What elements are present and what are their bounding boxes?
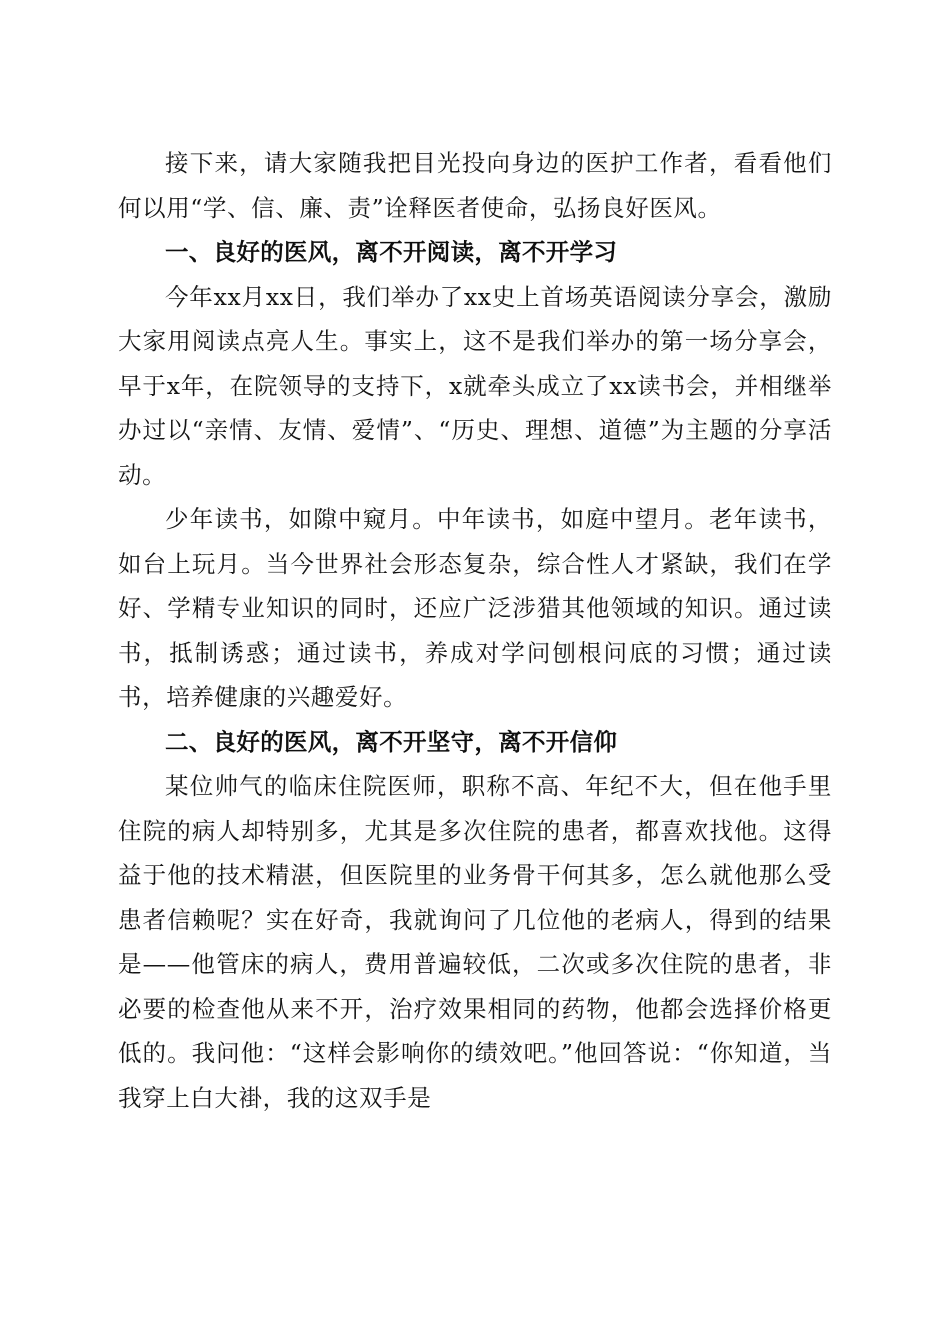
paragraph-reading-event: 今年xx月xx日，我们举办了xx史上首场英语阅读分享会，激励大家用阅读点亮人生。事实上，这不是我们举办的第一场分享会，早于x年，在院领导的支持下，x就牵头成立了xx读书会，并相继举办过以“亲情、友情、爱情”、“历史、理想、道德”为主题的分享活动。 — [118, 282, 832, 489]
paragraph-doctor-story: 某位帅气的临床住院医师，职称不高、年纪不大，但在他手里住院的病人却特别多，尤其是多次住院的患者，都喜欢找他。这得益于他的技术精湛，但医院里的业务骨干何其多，怎么就他那么受患者信赖呢？实在好奇，我就询问了几位他的老病人，得到的结果是——他管床的病人，费用普遍较低，二次或多次住院的患者，非必要的检查他从来不开，治疗效果相同的药物，他都会选择价格更低的。我问他：“这样会影响你的绩效吧。”他回答说：“你知道，当我穿上白大褂，我的这双手是 — [118, 772, 832, 1112]
paragraph-reading-benefits: 少年读书，如隙中窥月。中年读书，如庭中望月。老年读书，如台上玩月。当今世界社会形态复杂，综合性人才紧缺，我们在学好、学精专业知识的同时，还应广泛涉猎其他领域的知识。通过读书，抵制诱惑；通过读书，养成对学问刨根问底的习惯；通过读书，培养健康的兴趣爱好。 — [118, 505, 832, 711]
document-body — [118, 141, 832, 1120]
section-heading-2: 二、良好的医风，离不开坚守，离不开信仰 — [165, 727, 618, 756]
paragraph-intro: 接下来，请大家随我把目光投向身边的医护工作者，看看他们何以用“学、信、廉、责”诠释医者使命，弘扬良好医风。 — [118, 149, 832, 222]
section-heading-1: 一、良好的医风，离不开阅读，离不开学习 — [165, 238, 618, 266]
